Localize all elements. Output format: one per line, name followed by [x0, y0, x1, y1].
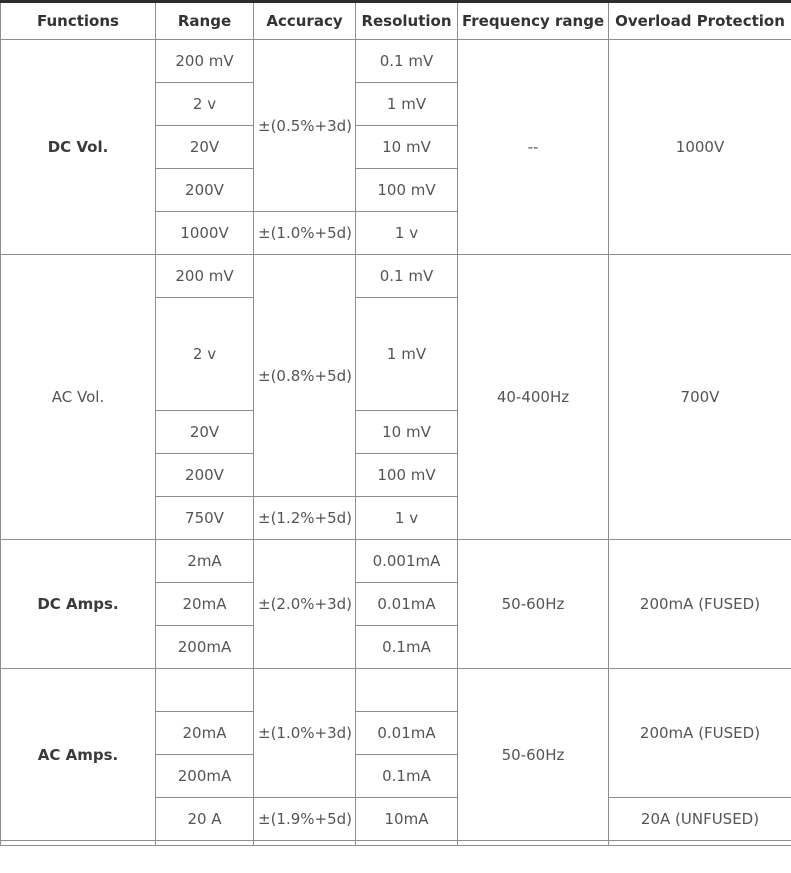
- table-row: [1, 40, 791, 83]
- accuracy-cell: ±(0.8%+5d): [254, 255, 356, 497]
- resolution-cell: 0.01mA: [356, 712, 458, 755]
- section-ac-amps: [1, 669, 791, 841]
- section-dc-vol: [1, 40, 791, 255]
- accuracy-cell: ±(1.2%+5d): [254, 497, 356, 540]
- range-cell: 2 v: [156, 83, 254, 126]
- table-row: [1, 669, 791, 712]
- frequency-cell: 50-60Hz: [458, 669, 609, 841]
- range-cell: 200mA: [156, 755, 254, 798]
- resolution-cell: 0.01mA: [356, 583, 458, 626]
- column-header-overload-protection: Overload Protection: [609, 2, 791, 40]
- function-cell: AC Amps.: [1, 669, 156, 841]
- column-header-functions: Functions: [1, 2, 156, 40]
- resolution-cell: 0.1mA: [356, 626, 458, 669]
- frequency-cell: --: [458, 40, 609, 255]
- section-ac-vol: [1, 255, 791, 540]
- column-header-resolution: Resolution: [356, 2, 458, 40]
- range-cell: [156, 669, 254, 712]
- resolution-cell: 100 mV: [356, 454, 458, 497]
- frequency-cell: [458, 841, 609, 846]
- table-row: [1, 841, 791, 846]
- accuracy-cell: ±(1.0%+5d): [254, 212, 356, 255]
- frequency-cell: 50-60Hz: [458, 540, 609, 669]
- range-cell: 2mA: [156, 540, 254, 583]
- range-cell: 750V: [156, 497, 254, 540]
- accuracy-cell: [254, 841, 356, 846]
- resolution-cell: 1 v: [356, 212, 458, 255]
- function-cell: AC Vol.: [1, 255, 156, 540]
- range-cell: 1000V: [156, 212, 254, 255]
- frequency-cell: 40-400Hz: [458, 255, 609, 540]
- range-cell: 200mA: [156, 626, 254, 669]
- column-header-frequency-range: Frequency range: [458, 2, 609, 40]
- range-cell: 20V: [156, 126, 254, 169]
- range-cell: 200V: [156, 454, 254, 497]
- section-dc-amps: [1, 540, 791, 669]
- resolution-cell: [356, 841, 458, 846]
- overload-cell: 700V: [609, 255, 791, 540]
- resolution-cell: 1 mV: [356, 298, 458, 411]
- header-row: [1, 2, 791, 40]
- column-header-range: Range: [156, 2, 254, 40]
- range-cell: 20V: [156, 411, 254, 454]
- overload-cell: 200mA (FUSED): [609, 669, 791, 798]
- function-cell: DC Amps.: [1, 540, 156, 669]
- range-cell: [156, 841, 254, 846]
- range-cell: 200V: [156, 169, 254, 212]
- resolution-cell: 10mA: [356, 798, 458, 841]
- range-cell: 2 v: [156, 298, 254, 411]
- accuracy-cell: ±(1.9%+5d): [254, 798, 356, 841]
- section-next-cutoff: [1, 841, 791, 846]
- overload-cell: [609, 841, 791, 846]
- function-cell: [1, 841, 156, 846]
- resolution-cell: 1 mV: [356, 83, 458, 126]
- column-header-accuracy: Accuracy: [254, 2, 356, 40]
- overload-cell: 200mA (FUSED): [609, 540, 791, 669]
- accuracy-cell: ±(0.5%+3d): [254, 40, 356, 212]
- accuracy-cell: ±(1.0%+3d): [254, 669, 356, 798]
- resolution-cell: [356, 669, 458, 712]
- function-cell: DC Vol.: [1, 40, 156, 255]
- table-row: [1, 255, 791, 298]
- range-cell: 20 A: [156, 798, 254, 841]
- resolution-cell: 0.1mA: [356, 755, 458, 798]
- resolution-cell: 0.1 mV: [356, 255, 458, 298]
- range-cell: 200 mV: [156, 255, 254, 298]
- table-row: [1, 540, 791, 583]
- resolution-cell: 10 mV: [356, 126, 458, 169]
- resolution-cell: 100 mV: [356, 169, 458, 212]
- range-cell: 20mA: [156, 583, 254, 626]
- resolution-cell: 10 mV: [356, 411, 458, 454]
- overload-cell: 1000V: [609, 40, 791, 255]
- resolution-cell: 0.1 mV: [356, 40, 458, 83]
- resolution-cell: 1 v: [356, 497, 458, 540]
- range-cell: 200 mV: [156, 40, 254, 83]
- range-cell: 20mA: [156, 712, 254, 755]
- overload-cell: 20A (UNFUSED): [609, 798, 791, 841]
- resolution-cell: 0.001mA: [356, 540, 458, 583]
- accuracy-cell: ±(2.0%+3d): [254, 540, 356, 669]
